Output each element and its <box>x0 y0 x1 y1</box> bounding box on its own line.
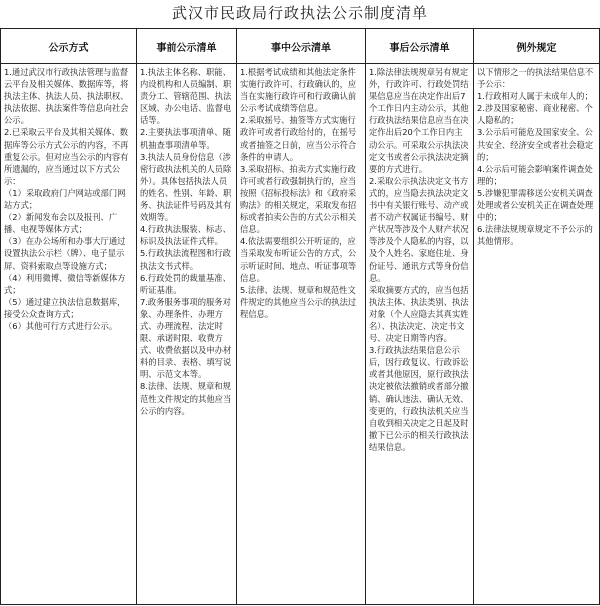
list-item: 1.行政相对人属于未成年人的； <box>477 91 593 102</box>
list-item: 4.公示后可能会影响案件调查处理的； <box>477 163 593 186</box>
list-item: 3.公示后可能危及国家安全、公共安全、经济安全或者社会稳定的； <box>477 127 594 162</box>
list-item: 3.行政执法结果信息公示后，因行政复议、行政诉讼或者其他原因，原行政执法决定被依法撤销或者部分撤销、确认违法、确认无效、变更的，行政执法机关应当自收到相关决定之日起及时撤下已公示的相关行政执法结果信息。 <box>369 345 469 452</box>
column-in-process-disclosure <box>237 64 366 605</box>
column-exceptions <box>474 64 600 605</box>
list-item: 1.除法律法规规章另有规定外，行政许可、行政处罚结果信息应当在决定作出后7个工作日内主动公示，其他行政执法结果信息应当在决定作出后20个工作日内主动公示。可采取公示执法决定文书或者公示执法决定摘要的方式进行。 <box>369 67 469 174</box>
list-item: 1.通过武汉市行政执法管理与监督云平台及相关媒体、数据库等，将执法主体、执法人员、执法职权、执法依据、执法案件等信息向社会公示。 <box>4 67 129 126</box>
header-row <box>1 29 600 64</box>
list-item: （5）通过建立执法信息数据库，接受公众查询方式； <box>4 296 126 319</box>
list-item: 2.采取摇号、抽签等方式实施行政许可或者行政给付的，在摇号或者抽签之日前，应当公示符合条件的申请人。 <box>240 115 357 162</box>
list-item: 1.执法主体名称、职能、内设机构和人员编制、职责分工、管辖范围、执法区域、办公电话、监督电话等。 <box>140 67 232 126</box>
list-item: 6.法律法规规章规定不予公示的其他情形。 <box>477 224 593 247</box>
list-item: 4.行政执法服装、标志、标识及执法证件式样。 <box>140 224 231 247</box>
list-item: （4）利用微博、微信等新媒体方式； <box>4 272 126 295</box>
list-item: 2.主要执法事项清单、随机抽查事项清单等。 <box>140 127 231 150</box>
header-disclosure-method: 公示方式 <box>1 29 137 64</box>
list-item: 4.依法需要组织公开听证的，应当采取发布听证公告的方式，公示听证时间、地点、听证事项等信息。 <box>240 236 357 283</box>
header-exceptions: 例外规定 <box>474 29 600 64</box>
content-row <box>1 64 600 605</box>
list-item: （2）新闻发布会以及报刊、广播、电视等媒体方式； <box>4 212 118 235</box>
header-post-disclosure: 事后公示清单 <box>366 29 474 64</box>
header-in-process-disclosure: 事中公示清单 <box>237 29 366 64</box>
list-item: 3.执法人员身份信息（涉密行政执法机关的人员除外）。具体包括执法人员的姓名、性别、年龄、职务、执法证件号码及其有效期等。 <box>140 151 232 223</box>
list-item: 5.行政执法流程图和行政执法文书式样。 <box>140 248 231 271</box>
list-item: 以下情形之一的执法结果信息不予公示： <box>477 67 594 90</box>
list-item: 采取摘要方式的，应当包括执法主体、执法类别、执法对象（个人应隐去其真实姓名）、执法决定、决定书文号、决定日期等内容。 <box>369 284 469 344</box>
column-pre-disclosure <box>137 64 237 605</box>
list-item: 7.政务服务事项的服务对象、办理条件、办理方式、办理流程、法定时限、承诺时限、收费方式、收费依据以及申办材料的目录、表格、填写说明、示范文本等。 <box>140 296 232 380</box>
list-item: 2.已采取云平台及其相关媒体、数据库等公示方式公示的内容，不再重复公示。但对应当公示的内容有所遗漏的，应当通过以下方式公示： <box>4 127 129 186</box>
list-item: （1）采取政府门户网站或部门网站方式； <box>4 187 126 211</box>
column-post-disclosure <box>366 64 474 605</box>
list-item: 5.法律、法规、规章和规范性文件规定的其他应当公示的执法过程信息。 <box>240 284 357 319</box>
list-item: （3）在办公场所和办事大厅通过设置执法公示栏（牌）、电子显示屏、资料索取点等设施方式； <box>4 236 126 271</box>
list-item: 2.涉及国家秘密、商业秘密、个人隐私的； <box>477 103 593 126</box>
list-item: 8.法律、法规、规章和规范性文件规定的其他应当公示的内容。 <box>140 381 232 416</box>
list-item: （6）其他可行方式进行公示。 <box>4 320 118 331</box>
list-item: 2.采取公示执法决定文书方式的，应当隐去执法决定文书中有关银行账号、动产或者不动产权属证书编号、财产状况等涉及个人财产状况等涉及个人隐私的内容，以及个人姓名、家庭住址、身份证号、通讯方式等身份信息。 <box>369 175 469 283</box>
disclosure-table <box>0 28 600 605</box>
header-pre-disclosure: 事前公示清单 <box>137 29 237 64</box>
page-title: 武汉市民政局行政执法公示制度清单 <box>171 4 428 22</box>
list-item: 1.根据考试成绩和其他法定条件实施行政许可、行政确认的，应当在实施行政许可和行政确认前公示考试成绩等信息。 <box>240 67 357 114</box>
column-disclosure-method <box>1 64 137 605</box>
list-item: 3.采取招标、拍卖方式实施行政许可或者行政强制执行的，应当按照《招标投标法》和《政府采购法》的相关规定，采取发布招标或者拍卖公告的方式公示相关信息。 <box>240 163 357 235</box>
list-item: 5.涉嫌犯罪需移送公安机关调查处理或者公安机关正在调查处理中的； <box>477 187 594 223</box>
list-item: 6.行政处罚的裁量基准、听证基准。 <box>140 272 231 295</box>
